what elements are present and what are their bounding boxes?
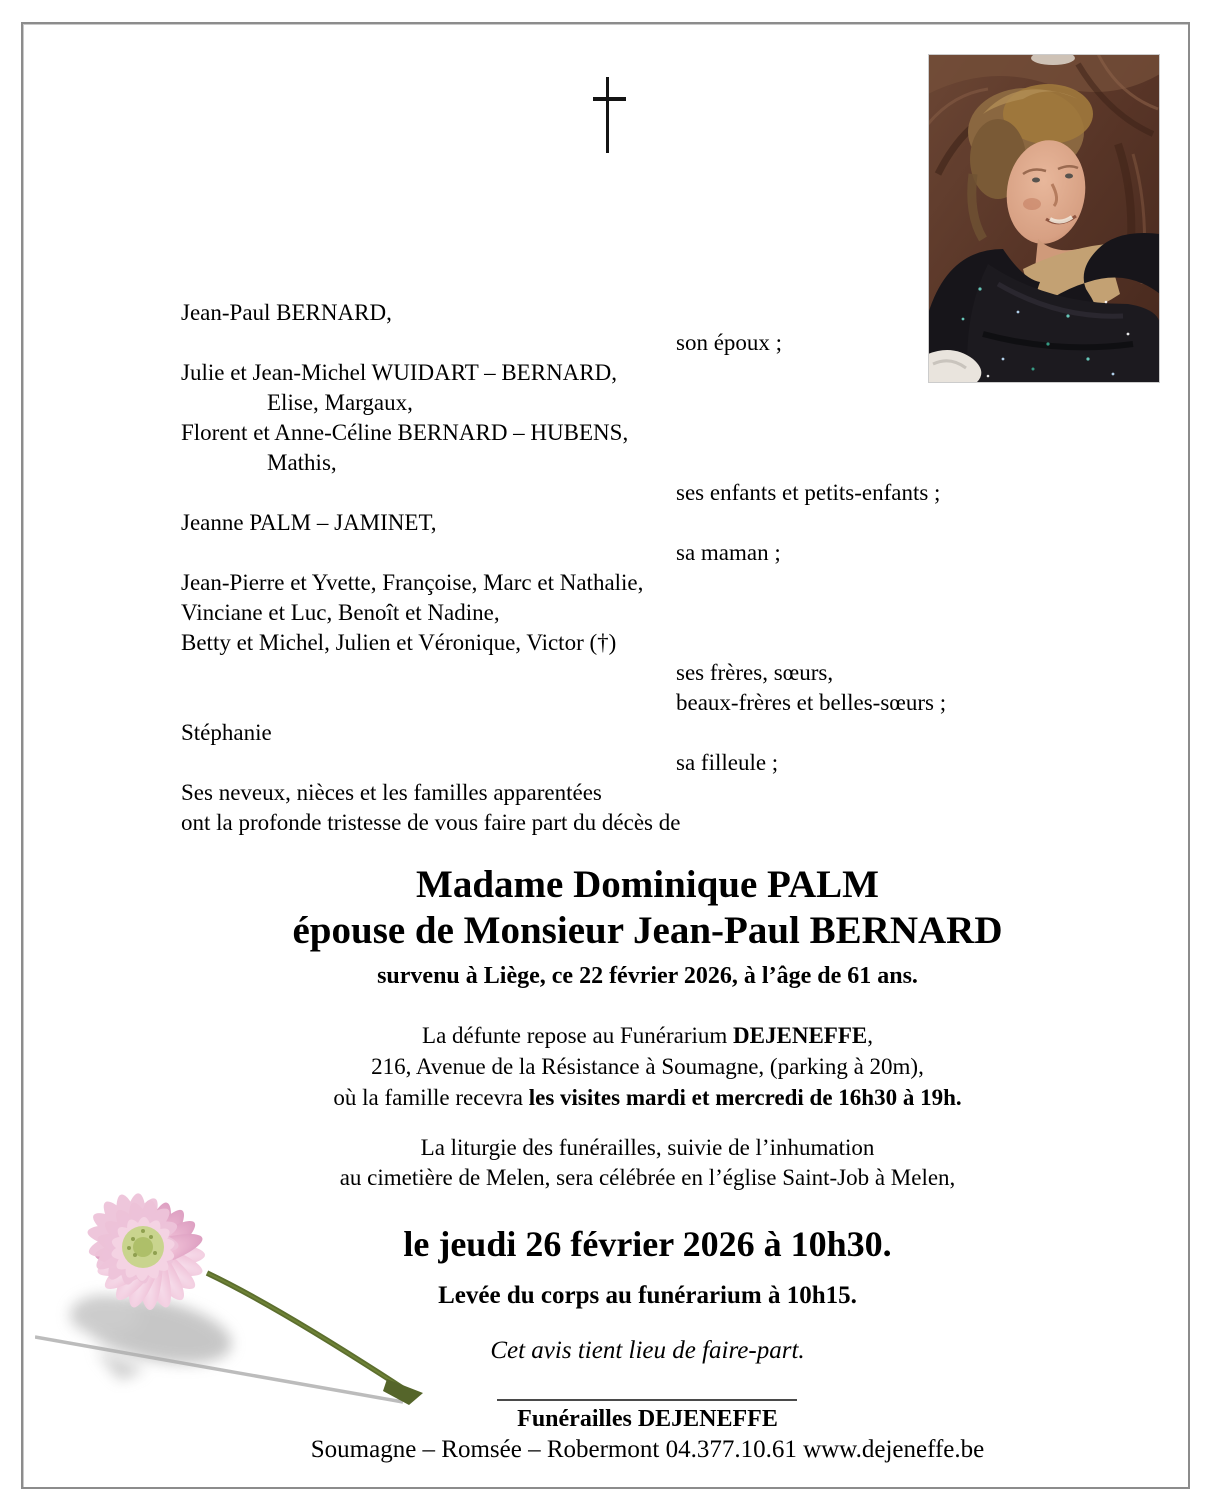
- repose-line: [180, 1051, 1115, 1082]
- family-line: [181, 718, 1115, 748]
- pink-chrysanthemum-photo: [35, 1155, 445, 1415]
- text-segment: Jeanne PALM – JAMINET,: [181, 510, 437, 535]
- family-line: [181, 478, 1115, 508]
- death-details-line: survenu à Liège, ce 22 février 2026, à l’âge de 61 ans.: [377, 963, 918, 989]
- levee-du-corps-line: Levée du corps au funérarium à 10h15.: [438, 1282, 857, 1309]
- family-line: [181, 358, 1115, 388]
- family-line: [181, 598, 1115, 628]
- footer-separator-line: [497, 1399, 797, 1401]
- text-segment: 216, Avenue de la Résistance à Soumagne, (parking à 20m),: [371, 1054, 924, 1079]
- text-segment: Florent et Anne-Céline BERNARD – HUBENS,: [181, 420, 629, 445]
- latin-cross-icon: [585, 75, 630, 155]
- text-segment: DEJENEFFE: [733, 1023, 868, 1048]
- text-segment: ses frères, sœurs,: [676, 660, 834, 685]
- text-segment: Vinciane et Luc, Benoît et Nadine,: [181, 600, 500, 625]
- repose-line: [180, 1020, 1115, 1051]
- text-segment: sa maman ;: [676, 540, 781, 565]
- family-line: [181, 688, 1115, 718]
- text-segment: son époux ;: [676, 330, 783, 355]
- text-segment: Mathis,: [267, 450, 337, 475]
- text-segment: où la famille recevra: [333, 1085, 529, 1110]
- family-line: [181, 298, 1115, 328]
- family-list: [181, 298, 1115, 838]
- family-line: [181, 628, 1115, 658]
- text-segment: Jean-Pierre et Yvette, Françoise, Marc et Nathalie,: [181, 570, 644, 595]
- text-segment: ont la profonde tristesse de vous faire part du décès de: [181, 810, 681, 835]
- deceased-name-line2: épouse de Monsieur Jean-Paul BERNARD: [292, 909, 1003, 952]
- deceased-name-block: [180, 862, 1115, 992]
- text-segment: les visites mardi et mercredi de 16h30 à 19h.: [528, 1085, 962, 1110]
- family-line: [181, 568, 1115, 598]
- text-segment: ses enfants et petits-enfants ;: [676, 480, 941, 505]
- text-segment: Julie et Jean-Michel WUIDART – BERNARD,: [181, 360, 617, 385]
- text-segment: Stéphanie: [181, 720, 272, 745]
- deceased-name-line1: Madame Dominique PALM: [416, 863, 879, 906]
- funeral-home-name: Funérailles DEJENEFFE: [517, 1406, 778, 1432]
- repose-paragraph: [180, 1020, 1115, 1113]
- text-segment: Ses neveux, nièces et les familles apparentées: [181, 780, 602, 805]
- family-line: [181, 658, 1115, 688]
- text-segment: ,: [867, 1023, 873, 1048]
- family-line: [181, 508, 1115, 538]
- text-segment: La défunte repose au Funérarium: [422, 1023, 734, 1048]
- text-segment: Jean-Paul BERNARD,: [181, 300, 392, 325]
- text-segment: sa filleule ;: [676, 750, 779, 775]
- repose-line: [180, 1082, 1115, 1113]
- funeral-home-contact-line: Soumagne – Romsée – Robermont 04.377.10.61 www.dejeneffe.be: [310, 1436, 985, 1463]
- family-line: [181, 778, 1115, 808]
- family-line: [181, 388, 1115, 418]
- family-line: [181, 748, 1115, 778]
- faire-part-notice-line: Cet avis tient lieu de faire-part.: [490, 1337, 805, 1364]
- family-line: [181, 328, 1115, 358]
- text-segment: beaux-frères et belles-sœurs ;: [676, 690, 947, 715]
- text-segment: Elise, Margaux,: [267, 390, 413, 415]
- funeral-date-line: le jeudi 26 février 2026 à 10h30.: [403, 1224, 892, 1264]
- family-line: [181, 808, 1115, 838]
- cross-vertical-bar: [606, 77, 609, 153]
- text-segment: au cimetière de Melen, sera célébrée en l’église Saint-Job à Melen,: [339, 1165, 956, 1190]
- text-segment: Betty et Michel, Julien et Véronique, Victor (†): [181, 630, 617, 655]
- family-line: [181, 538, 1115, 568]
- family-line: [181, 418, 1115, 448]
- cross-horizontal-bar: [593, 97, 626, 101]
- text-segment: La liturgie des funérailles, suivie de l’inhumation: [420, 1135, 875, 1160]
- family-line: [181, 448, 1115, 478]
